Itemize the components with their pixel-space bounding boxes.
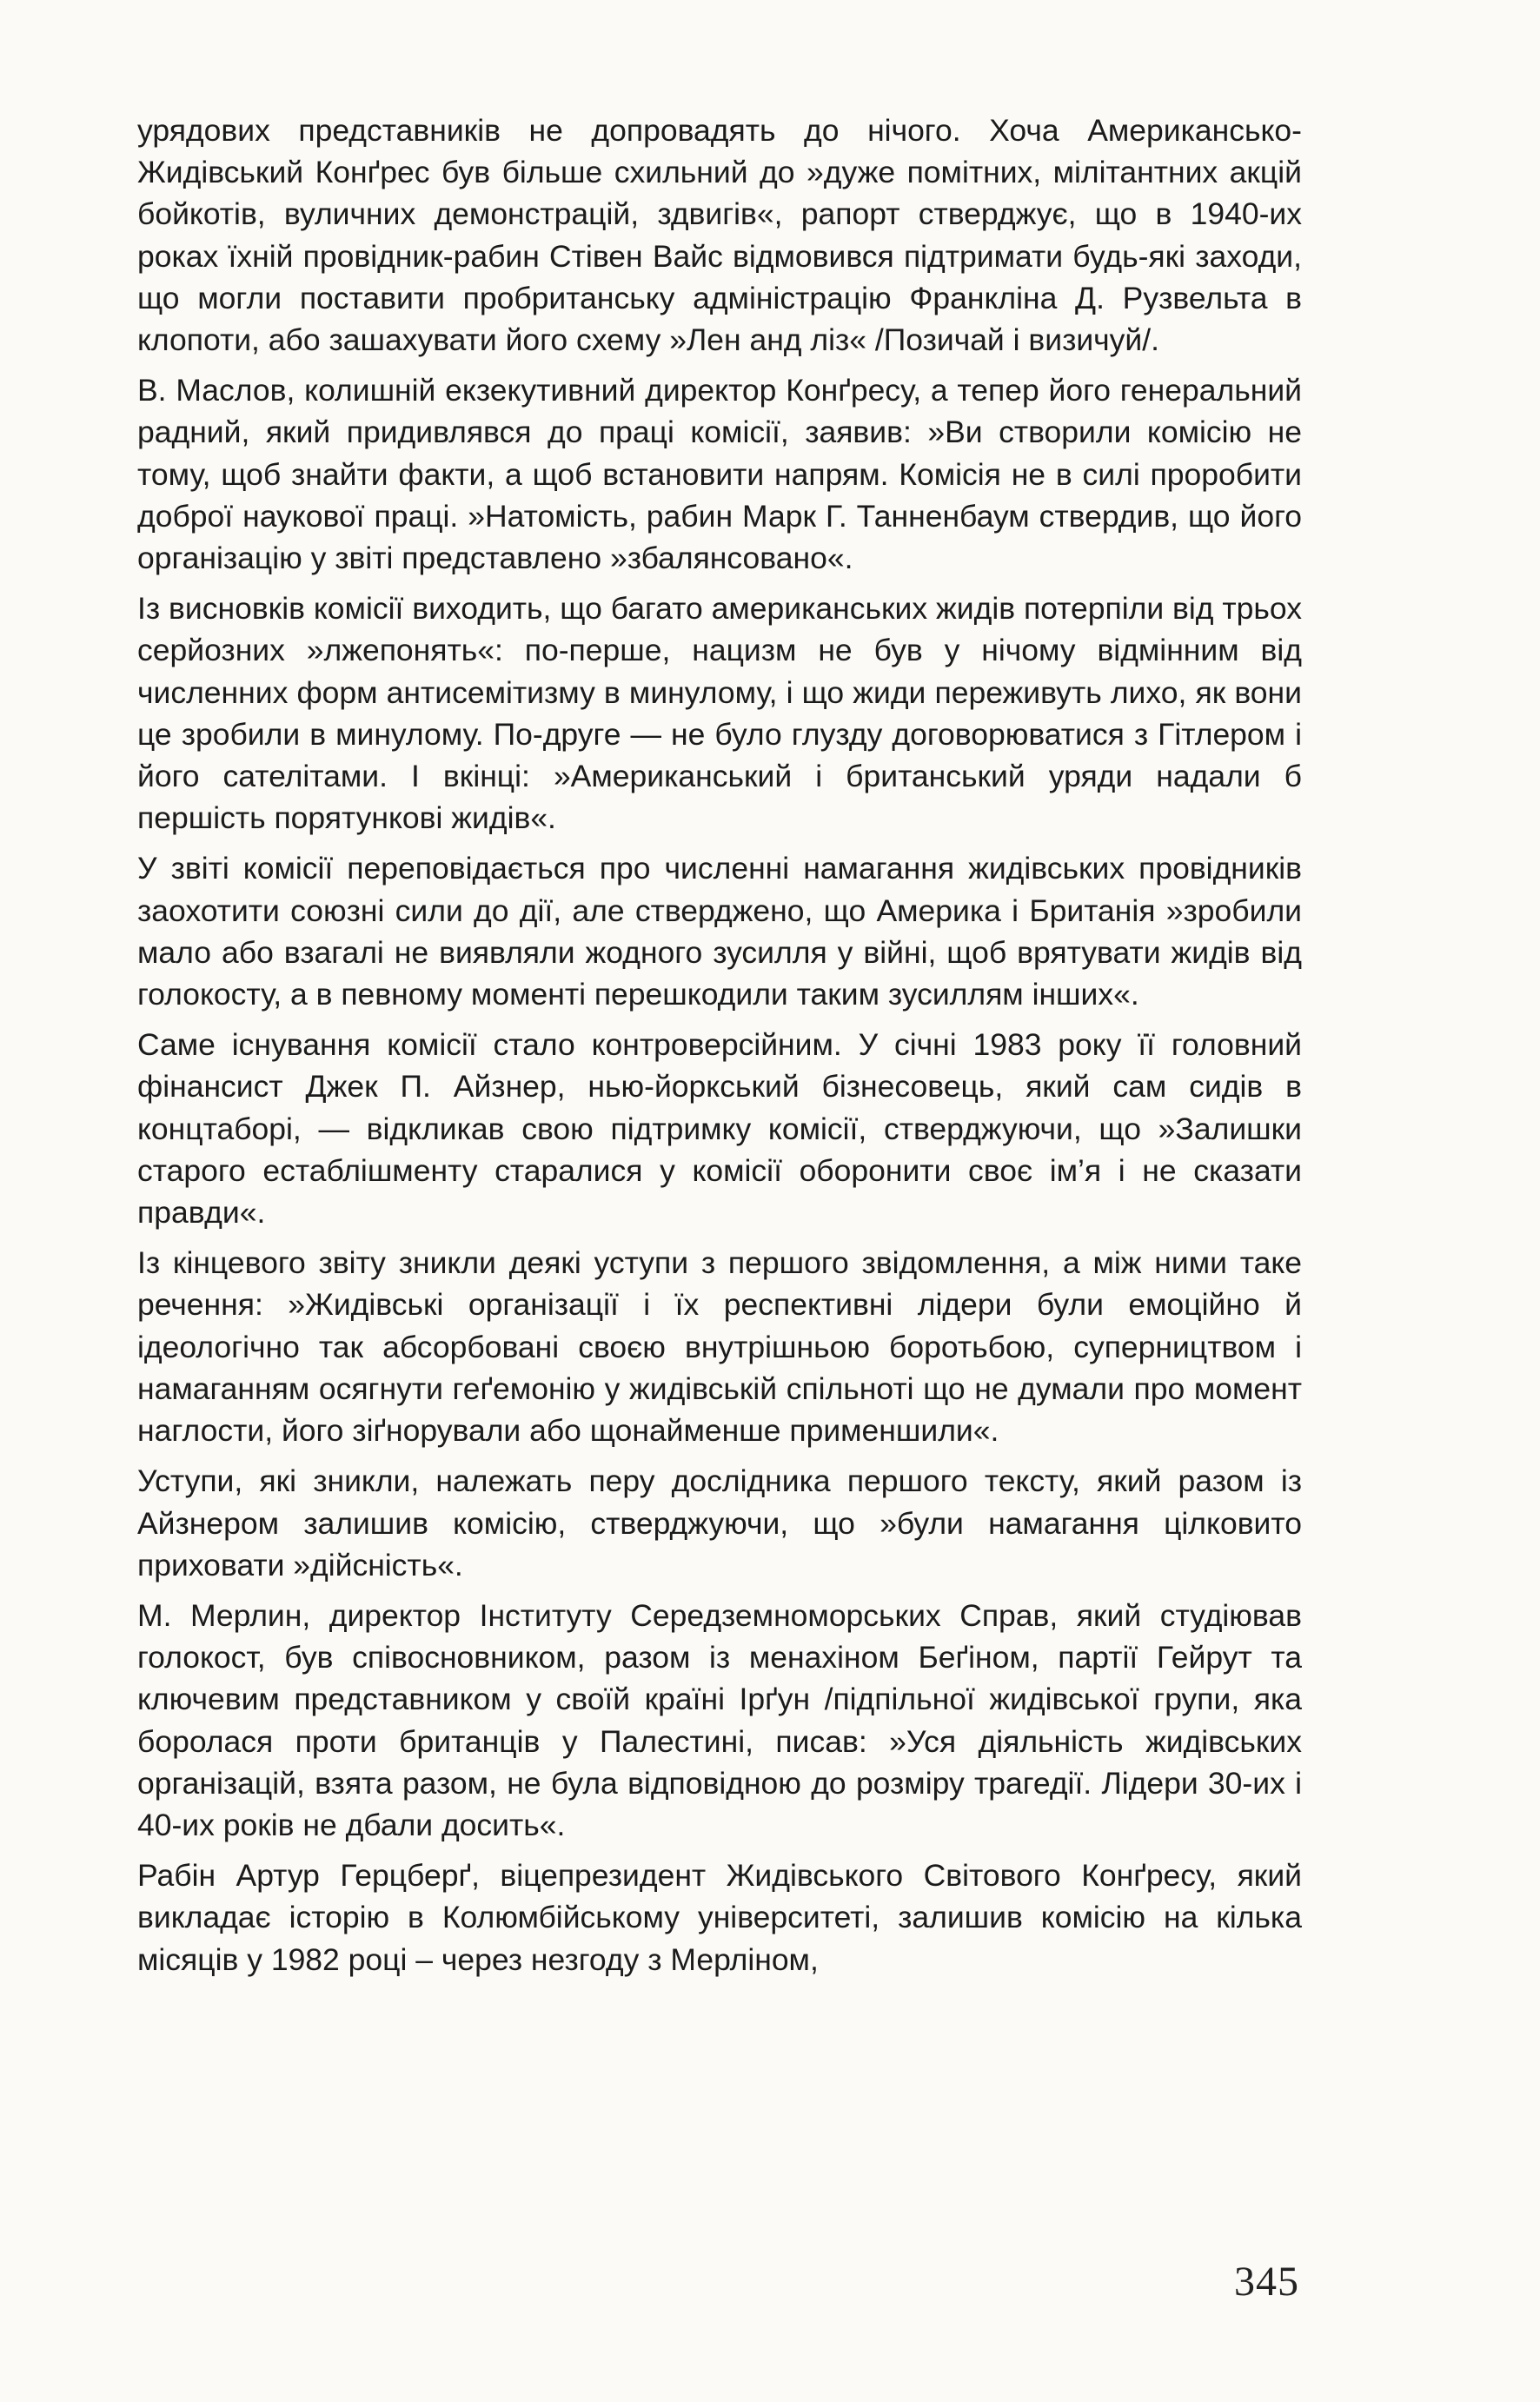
paragraph-2: В. Маслов, колишній екзекутивний директор Конґресу, а тепер його генеральний радний, який придивлявся до праці комісії, заявив: »Ви створили комісію не тому, щоб знайти факти, а щоб встановити напрям. Комісія не в силі проробити доброї наукової праці. »Натомість, рабин Марк Г. Танненбаум ствердив, що його організацію у звіті представлено »збалянсовано«.	[137, 373, 1302, 576]
paragraph-6: Із кінцевого звіту зникли деякі уступи з першого звідомлення, а між ними таке речення: »Жидівські організації і їх респективні лідери були емоційно й ідеологічно так абсорбовані своєю внутрішньою боротьбою, суперництвом і намаганням осягнути геґемонію у жидівській спільноті що не думали про момент наглости, його зіґнорували або щонайменше применшили«.	[137, 1245, 1302, 1449]
paragraph-9: Рабін Артур Герцберґ, віцепрезидент Жидівського Світового Конґресу, який викладає історію в Колюмбійському університеті, залишив комісію на кілька місяців у 1982 році – через незгоду з Мерліном,	[137, 1858, 1302, 1977]
paragraph-4: У звіті комісії переповідається про численні намагання жидівських провідників заохотити союзні сили до дії, але стверджено, що Америка і Британія »зробили мало або взагалі не виявляли жодного зусилля у війні, щоб врятувати жидів від голокосту, а в певному моменті перешкодили таким зусиллям інших«.	[137, 851, 1302, 1012]
paragraph-5: Саме існування комісії стало контроверсійним. У січні 1983 року її головний фінансист Джек П. Айзнер, нью-йоркський бізнесовець, який сам сидів в концтаборі, — відкликав свою підтримку комісії, стверджуючи, що »Залишки старого естаблішменту старалися у комісії оборонити своє ім’я і не сказати правди«.	[137, 1027, 1302, 1231]
paragraph-3: Із висновків комісії виходить, що багато американських жидів потерпіли від трьох серйозних »лжепонять«: по-перше, нацизм не був у нічому відмінним від численних форм антисемітизму в минулому, і що жиди переживуть лихо, як вони це зробили в минулому. По-друге — не було глузду договорюватися з Гітлером і його сателітами. І вкінці: »Американський і британський уряди надали б першість порятункові жидів«.	[137, 591, 1302, 836]
page-text	[137, 109, 1302, 1989]
paragraph-7: Уступи, які зникли, належать перу дослідника першого тексту, який разом із Айзнером залишив комісію, стверджуючи, що »були намагання цілковито приховати »дійсність«.	[137, 1463, 1302, 1583]
paragraph-1: урядових представників не допровадять до нічого. Хоча Американсько-Жидівський Конґрес був більше схильний до »дуже помітних, мілітантних акцій бойкотів, вуличних демонстрацій, здвигів«, рапорт стверджує, що в 1940-их роках їхній провідник-рабин Стівен Вайс відмовився підтримати будь-які заходи, що могли поставити пробританську адміністрацію Франкліна Д. Рузвельта в клопоти, або зашахувати його схему »Лен анд ліз« /Позичай і визичуй/.	[137, 113, 1302, 358]
paragraph-8: М. Мерлин, директор Інституту Середземноморських Справ, який студіював голокост, був співосновником, разом із менахіном Беґіном, партії Гейрут та ключевим представником у своїй країні Ірґун /підпільної жидівської групи, яка боролася проти британців у Палестині, писав: »Уся діяльність жидівських організацій, взята разом, не була відповідною до розміру трагедії. Лідери 30-их і 40-их років не дбали досить«.	[137, 1597, 1302, 1842]
page-number: 345	[1234, 2259, 1299, 2305]
